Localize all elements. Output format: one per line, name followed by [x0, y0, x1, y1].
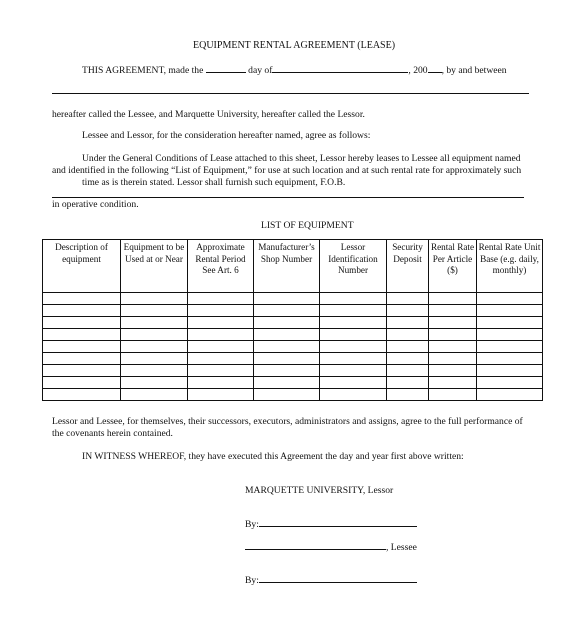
table-cell[interactable]	[429, 293, 477, 305]
table-cell[interactable]	[320, 389, 387, 401]
table-header-row	[43, 240, 543, 293]
party-name-line[interactable]	[52, 93, 529, 94]
table-cell[interactable]	[320, 353, 387, 365]
table-cell[interactable]	[121, 305, 188, 317]
table-row	[43, 305, 543, 317]
covenants-paragraph	[52, 416, 542, 440]
witness-text: IN WITNESS WHEREOF, they have executed this Agreement the day and year first above written:	[82, 451, 464, 462]
day-blank[interactable]	[206, 64, 246, 73]
table-cell[interactable]	[254, 293, 320, 305]
table-cell[interactable]	[429, 389, 477, 401]
table-cell[interactable]	[121, 293, 188, 305]
table-cell[interactable]	[43, 365, 121, 377]
day-of-text: day of	[248, 65, 273, 76]
table-cell[interactable]	[188, 293, 254, 305]
lessee-by-line	[245, 574, 417, 586]
table-row	[43, 365, 543, 377]
table-cell[interactable]	[43, 377, 121, 389]
table-cell[interactable]	[188, 377, 254, 389]
lessee-signature-line	[245, 541, 417, 553]
table-cell[interactable]	[477, 353, 543, 365]
list-title: LIST OF EQUIPMENT	[261, 220, 354, 231]
table-cell[interactable]	[387, 329, 429, 341]
conditions-line-3: time as is therein stated. Lessor shall furnish such equipment, F.O.B.	[82, 177, 346, 188]
hereafter-text: hereafter called the Lessee, and Marquette University, hereafter called the Lessor.	[52, 109, 365, 120]
table-row	[43, 377, 543, 389]
table-cell[interactable]	[254, 317, 320, 329]
table-cell[interactable]	[387, 389, 429, 401]
col-used-near: Equipment to be Used at or Near	[121, 240, 188, 293]
table-cell[interactable]	[43, 293, 121, 305]
table-cell[interactable]	[254, 365, 320, 377]
table-cell[interactable]	[429, 329, 477, 341]
table-row	[43, 353, 543, 365]
table-cell[interactable]	[254, 389, 320, 401]
table-cell[interactable]	[188, 353, 254, 365]
col-description: Description of equipment	[43, 240, 121, 293]
table-cell[interactable]	[320, 341, 387, 353]
table-cell[interactable]	[477, 293, 543, 305]
table-cell[interactable]	[320, 329, 387, 341]
table-cell[interactable]	[429, 317, 477, 329]
table-cell[interactable]	[121, 365, 188, 377]
table-cell[interactable]	[320, 293, 387, 305]
table-cell[interactable]	[254, 353, 320, 365]
table-row	[43, 389, 543, 401]
table-row	[43, 329, 543, 341]
by-label-2: By:	[245, 575, 259, 586]
table-cell[interactable]	[121, 341, 188, 353]
table-cell[interactable]	[387, 305, 429, 317]
between-text: , by and between	[441, 65, 507, 76]
table-row	[43, 293, 543, 305]
table-cell[interactable]	[43, 317, 121, 329]
lessee-signature-blank[interactable]	[259, 574, 417, 583]
table-body	[43, 293, 543, 401]
table-cell[interactable]	[477, 365, 543, 377]
table-cell[interactable]	[254, 377, 320, 389]
table-cell[interactable]	[387, 317, 429, 329]
year-blank[interactable]	[428, 64, 442, 73]
agreement-intro-text: THIS AGREEMENT, made the	[82, 65, 204, 76]
lessee-label: , Lessee	[386, 542, 417, 553]
table-cell[interactable]	[387, 353, 429, 365]
table-cell[interactable]	[121, 389, 188, 401]
table-cell[interactable]	[254, 305, 320, 317]
conditions-paragraph	[52, 153, 532, 189]
table-cell[interactable]	[43, 341, 121, 353]
conditions-line-2: and identified in the following “List of Equipment,” for use at such location and at such rental rate for approximately such	[52, 165, 522, 176]
table-cell[interactable]	[477, 377, 543, 389]
table-cell[interactable]	[477, 317, 543, 329]
table-cell[interactable]	[188, 365, 254, 377]
table-cell[interactable]	[188, 389, 254, 401]
lessor-name: MARQUETTE UNIVERSITY, Lessor	[245, 485, 394, 496]
by-label-1: By:	[245, 519, 259, 530]
table-cell[interactable]	[387, 341, 429, 353]
col-shop-number: Manufacturer’s Shop Number	[254, 240, 320, 293]
table-cell[interactable]	[43, 389, 121, 401]
table-cell[interactable]	[320, 317, 387, 329]
table-cell[interactable]	[387, 377, 429, 389]
consideration-text: Lessee and Lessor, for the consideration hereafter named, agree as follows:	[82, 130, 371, 141]
table-cell[interactable]	[43, 353, 121, 365]
table-cell[interactable]	[43, 305, 121, 317]
table-cell[interactable]	[477, 305, 543, 317]
table-cell[interactable]	[121, 353, 188, 365]
lessor-signature-blank[interactable]	[259, 518, 417, 527]
table-cell[interactable]	[254, 329, 320, 341]
table-cell[interactable]	[121, 329, 188, 341]
table-cell[interactable]	[429, 353, 477, 365]
col-security-deposit: Security Deposit	[387, 240, 429, 293]
table-cell[interactable]	[188, 341, 254, 353]
col-lessor-id: Lessor Identification Number	[320, 240, 387, 293]
col-rental-period: Approximate Rental Period See Art. 6	[188, 240, 254, 293]
agreement-line	[82, 64, 507, 76]
lessor-signature-line	[245, 518, 417, 530]
year-text: , 200	[408, 65, 428, 76]
covenants-line-1: Lessor and Lessee, for themselves, their successors, executors, administrators and assigns, agree to the full performance of	[52, 416, 523, 427]
table-cell[interactable]	[477, 329, 543, 341]
table-cell[interactable]	[429, 365, 477, 377]
lessee-name-blank[interactable]	[245, 541, 386, 550]
table-cell[interactable]	[320, 365, 387, 377]
table-cell[interactable]	[320, 305, 387, 317]
table-cell[interactable]	[121, 317, 188, 329]
table-cell[interactable]	[254, 341, 320, 353]
table-cell[interactable]	[429, 341, 477, 353]
table-cell[interactable]	[387, 293, 429, 305]
table-row	[43, 341, 543, 353]
table-cell[interactable]	[121, 377, 188, 389]
table-cell[interactable]	[188, 305, 254, 317]
operative-text: in operative condition.	[52, 199, 139, 210]
table-cell[interactable]	[188, 317, 254, 329]
table-cell[interactable]	[43, 329, 121, 341]
covenants-line-2: the covenants herein contained.	[52, 428, 173, 439]
table-cell[interactable]	[477, 389, 543, 401]
conditions-line-1: Under the General Conditions of Lease attached to this sheet, Lessor hereby leases to Lessee all equipment named	[82, 153, 521, 164]
table-cell[interactable]	[387, 365, 429, 377]
table-cell[interactable]	[320, 377, 387, 389]
table-cell[interactable]	[429, 305, 477, 317]
col-rate-per-article: Rental Rate Per Article ($)	[429, 240, 477, 293]
fob-line[interactable]	[52, 197, 524, 198]
col-rate-unit-base: Rental Rate Unit Base (e.g. daily, monthly)	[477, 240, 543, 293]
document-title: EQUIPMENT RENTAL AGREEMENT (LEASE)	[193, 40, 396, 51]
month-blank[interactable]	[272, 64, 408, 73]
table-cell[interactable]	[477, 341, 543, 353]
table-cell[interactable]	[429, 377, 477, 389]
equipment-table	[42, 239, 543, 401]
table-cell[interactable]	[188, 329, 254, 341]
table-row	[43, 317, 543, 329]
